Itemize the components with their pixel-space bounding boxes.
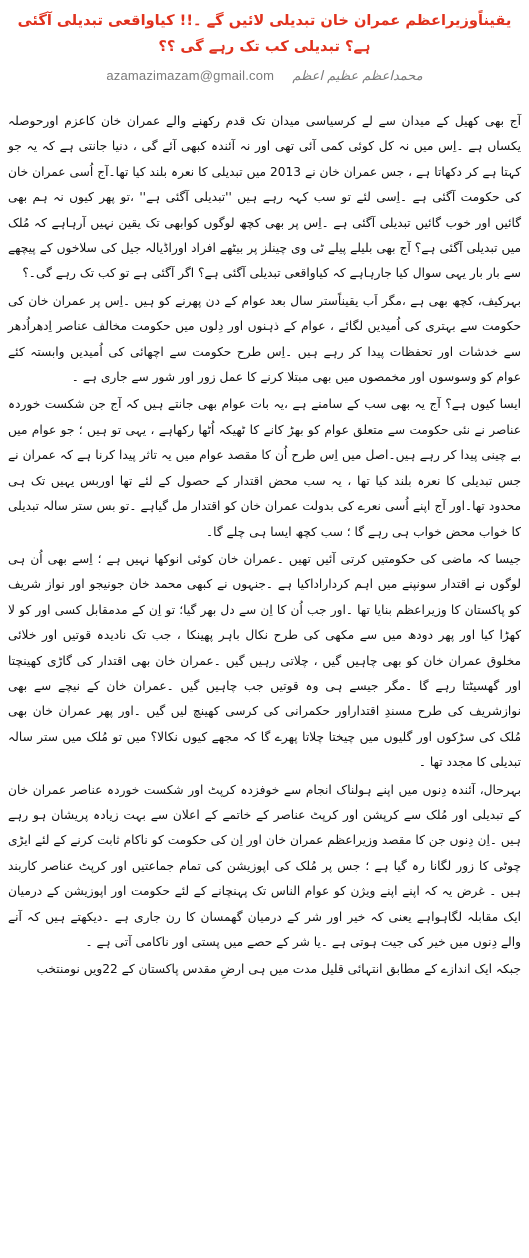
paragraph: ایسا کیوں ہے؟ آج یہ بھی سب کے سامنے ہے ،یہ بات عوام بھی جانتے ہیں کہ آج جن شکست خوردہ عناصر نے نئی حکومت سے متعلق عوام کو بھڑ کانے کا ٹھیکہ اُٹھا رکھاہے ، یہی تو ہیں ؛ جو عوام میں بے چینی پیدا کر رہے ہیں۔اصل میں اِس طرح اُن کا مقصد عوام میں یہ تاثر پیدا کرنا ہے کہ عمران نے جس تبدیلی کا نعرہ بلند کیا تھا ، یہ سب محض اقتدار کے حصول کے لئے تھا اوربس یہیں تک ہی محدود تھا۔اور آج اپنے اُسی نعرے کی بدولت عمران خان کو اقتدار مل گیاہے ۔تو بس ستر سالہ تبدیلی کا خواب محض خواب ہی رہے گا ؛ سب کچھ ایسا ہی چلے گا۔	[8, 397, 521, 539]
byline	[8, 66, 521, 87]
paragraph: بہرحال، آئندہ دِنوں میں اپنے ہولناک انجام سے خوفزدہ کرپٹ اور شکست خوردہ عناصر عمران خان کے تبدیلی اور مُلک سے کرپشن اور کرپٹ عناصر کے خاتمے کے اعلان سے بہت زیادہ پریشان ہو رہے ہیں ۔اِن دِنوں جن کا مقصد وزیراعظم عمران خان اور اِن کی حکومت کو ناکام ثابت کرنے کے لئے ایڑی چوٹی کا زور لگانا رہ گیا ہے ؛ جس پر مُلک کی اپوزیشن کی تمام جماعتیں اور کرپٹ عناصر کاربند ہیں ۔ غرض یہ کہ اپنے اپنے ویژن کو عوام الناس تک پہنچانے کے لئے حکومت اور اپوزیشن کے درمیان ایک مقابلہ لگاہواہے یعنی کہ خیر اور شر کے درمیان گھمسان کا رن جاری ہے ۔دیکھتے ہیں کہ آنے والے دِنوں میں خیر کی جیت ہوتی ہے ۔یا شر کے حصے میں پستی اور ناکامی آتی ہے ۔	[8, 782, 521, 949]
paragraph: جبکہ ایک اندازے کے مطابق انتہائی قلیل مدت میں ہی ارضِ مقدس پاکستان کے 22ویں نومنتخب	[36, 962, 521, 977]
author-email[interactable]: azamazimazam@gmail.com	[106, 68, 275, 83]
article-body	[8, 109, 521, 983]
author-name: محمداعظم عظیم اعظم	[292, 69, 423, 84]
paragraph: بہرکیف، کچھ بھی ہے ،مگر اَب یقیناًستر سال بعد عوام کے دن پھرنے کو ہیں ۔اِس پر عمران خان کی حکومت سے بہتری کی اُمیدیں لگائے ، عوام کے ذہنوں اور دِلوں میں حکومت مخالف عناصر اِدھراُدھر سے خدشات اور تحفظات پیدا کر رہے ہیں ۔اِس طرح حکومت سے اچھائی کی اُمیدیں وابستہ کئے عوام کو وسوسوں اور مخمصوں میں بھی مبتلا کرنے کا عمل زور اور شور سے جاری ہے ۔	[8, 293, 521, 385]
paragraph: آج بھی کھیل کے میدان سے لے کرسیاسی میدان تک قدم رکھنے والے عمران خان کاعزم اورحوصلہ یکساں ہے ۔اِس میں نہ کل کوئی کمی آئی تھی اور نہ آئندہ کبھی آئے گی ، دنیا جانتی ہے کہ یہ جو کہتا ہے کر دکھاتا ہے ، جس عمران خان نے 2013 میں تبدیلی کا نعرہ بلند کیا تھا۔آج اُسی عمران خان کی حکومت آگئی ہے ۔اِسی لئے تو سب کہہ رہے ہیں ''تبدیلی آگئی ہے'' ،تو پھر کیوں نہ ہم بھی گائیں اور خوب گائیں تبدیلی آگئی ہے ۔اِس پر بھی کچھ لوگوں کوابھی تک یقین نہیں آرہاہے کہ مُلک میں تبدیلی آگئی ہے؟ آج بھی بلیلے پیلے ٹی وی چینلز پر بیٹھے افراد اوراڈیالہ جیل کی سلاخوں کے پیچھے سے بار بار یہی سوال کیا جارہاہے کہ کیاواقعی تبدیلی آگئی ہے؟ اگر آگئی ہے تو کب تک رہے گی۔؟	[8, 114, 521, 281]
paragraph: جیسا کہ ماضی کی حکومتیں کرتی آئیں تھیں ۔عمران خان کوئی انوکھا نہیں ہے ؛ اِسے بھی اُن ہی لوگوں نے اقتدار سونپنے میں اہم کرداراداکیا ہے ۔جنہوں نے کبھی محمد خان جونیجو اور نواز شریف کو پاکستان کا وزیراعظم بنایا تھا ۔اور جب اُن کا اِن سے دل بھر گیا؛ تو اِن کے مدمقابل کسی اور کو لا کھڑا کیا اور پھر دودھ میں سے مکھی کی طرح نکال باہر پھینکا ، جب تک نادیدہ قوتیں اور خلائی مخلوق عمران خان کو بھی چاہیں گیں ، چلاتی رہیں گیں ۔عمران خان بھی اقتدار کی گاڑی کھینچتا اور گھسیٹتا رہے گا ۔مگر جیسے ہی وہ قوتیں جب چاہیں گیں ۔عمران خان کے نیچے سے بھی نوازشریف کی طرح مسندِ اقتداراور حکمرانی کی کرسی کھینچ لیں گیں ۔اور پھر عمران خان بھی مُلک کی سڑکوں اور گلیوں میں چیختا چلاتا پھرے گا کہ مجھے کیوں نکالا؟ میں تو مُلک میں ستر سالہ تبدیلی کا مجدد تھا ۔	[8, 551, 521, 770]
article-headline: یقیناًوزیراعظم عمران خان تبدیلی لائیں گے ۔!! کیاواقعی تبدیلی آگئی ہے؟ تبدیلی کب تک رہے گی ؟؟	[17, 12, 512, 55]
